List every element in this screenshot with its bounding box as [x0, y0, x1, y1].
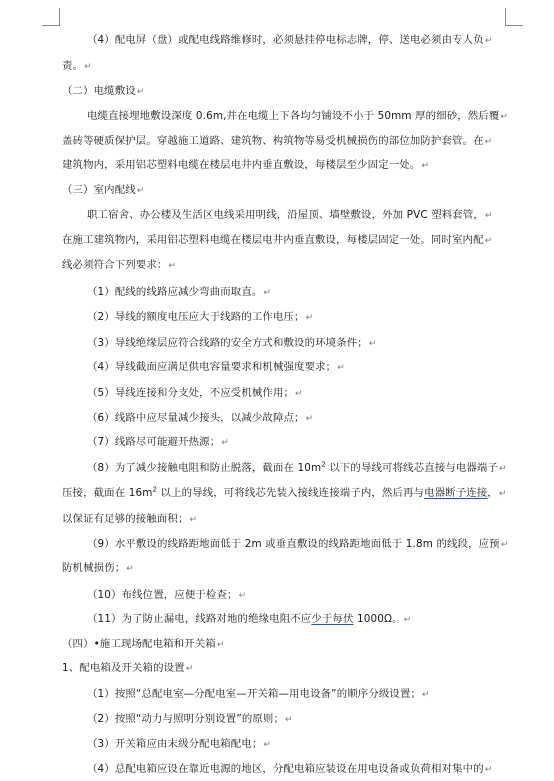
paragraph-mark-icon: ↵ — [136, 186, 145, 196]
text-line — [62, 84, 512, 99]
line-text: 以保证有足够的接触面积； — [62, 513, 189, 525]
line-text: ， — [487, 487, 498, 499]
line-text: （7）线路尽可能避开热源； — [87, 436, 221, 448]
paragraph-mark-icon: ↵ — [238, 591, 247, 601]
line-text: （11）为了防止漏电，线路对地的绝缘电阻不应 — [87, 613, 312, 625]
superscript: 2 — [152, 486, 158, 494]
text-line — [87, 537, 512, 552]
line-text: （2）导线的额度电压应大于线路的工作电压； — [87, 311, 305, 323]
line-text: （1）配线的线路应减少弯曲而取直。 — [87, 286, 263, 298]
text-line — [87, 208, 512, 223]
text-line — [87, 360, 512, 375]
paragraph-mark-icon: ↵ — [484, 36, 493, 46]
text-line — [62, 258, 512, 273]
spellcheck-underline: 电器断子连接 — [424, 487, 488, 499]
line-text: 以上的导线，可将线芯先装入接线连接端子内，然后再与 — [157, 487, 425, 499]
paragraph-mark-icon: ↵ — [168, 261, 177, 271]
paragraph-mark-icon: ↵ — [368, 339, 377, 349]
line-text: 职工宿舍、办公楼及生活区电线采用明线，沿屋顶、墙壁敷设，外加 PVC 塑料套管， — [87, 209, 484, 221]
paragraph-mark-icon: ↵ — [421, 161, 430, 171]
text-line — [87, 588, 512, 603]
line-text: （二）电缆敷设 — [62, 85, 136, 97]
paragraph-mark-icon: ↵ — [305, 414, 314, 424]
line-text: 建筑物内，采用铝芯塑料电缆在楼层电井内垂直敷设，每楼层至少固定一处。 — [62, 159, 421, 171]
line-text: 1000Ω。 — [353, 613, 403, 625]
paragraph-mark-icon: ↵ — [484, 211, 493, 221]
text-line — [87, 33, 512, 48]
paragraph-mark-icon: ↵ — [221, 438, 229, 448]
line-text: （4）导线截面应满足供电容量要求和机械强度要求； — [87, 361, 337, 373]
line-text: （三）室内配线 — [62, 184, 136, 196]
paragraph-mark-icon: ↵ — [185, 664, 194, 674]
crop-mark-top-right — [505, 25, 523, 26]
text-line — [62, 512, 512, 527]
paragraph-mark-icon: ↵ — [484, 236, 493, 246]
line-text: 压接，截面在 16m — [62, 487, 153, 499]
text-line — [62, 59, 512, 74]
text-line — [87, 687, 512, 702]
paragraph-mark-icon: ↵ — [337, 363, 345, 373]
line-text: （8）为了减少接触电阻和防止脱落，截面在 10m — [87, 462, 322, 474]
paragraph-mark-icon: ↵ — [295, 389, 303, 399]
line-text: （10）布线位置，应便于检查； — [87, 589, 238, 601]
paragraph-mark-icon: ↵ — [484, 137, 493, 147]
text-line — [62, 134, 512, 149]
line-text: （6）线路中应尽量减少接头，以减少故障点； — [87, 412, 305, 424]
line-text: （2）按照“动力与照明分别设置”的原则； — [87, 713, 285, 725]
paragraph-mark-icon: ↵ — [484, 765, 493, 775]
line-text: （3）导线绝缘层应符合线路的安全方式和敷设的环境条件； — [87, 337, 368, 349]
paragraph-mark-icon: ↵ — [499, 464, 507, 474]
crop-mark-top-right — [505, 8, 506, 26]
line-text: 以下的导线可将线芯直接与电器端子 — [325, 462, 498, 474]
text-line — [87, 109, 512, 124]
text-line — [87, 762, 512, 777]
line-text: （5）导线连接和分支处，不应受机械作用； — [87, 387, 295, 399]
line-text: 责。 — [62, 60, 84, 72]
text-line — [62, 637, 512, 652]
text-line — [87, 612, 512, 627]
text-line — [62, 561, 512, 576]
paragraph-mark-icon: ↵ — [189, 515, 198, 525]
text-line — [62, 158, 512, 173]
line-text: 线必须符合下列要求： — [62, 259, 168, 271]
text-line — [87, 336, 512, 351]
text-line — [87, 737, 512, 752]
paragraph-mark-icon: ↵ — [500, 540, 509, 550]
line-text: （3）开关箱应由末级分配电箱配电； — [87, 738, 263, 750]
line-text: 在施工建筑物内，采用铝芯塑料电缆在楼层电井内垂直敷设，每楼层固定一处。同时室内配 — [62, 234, 484, 246]
paragraph-mark-icon: ↵ — [136, 87, 145, 97]
text-line — [87, 712, 512, 727]
text-line — [62, 661, 512, 676]
text-line — [87, 461, 512, 476]
line-text: 电缆直接埋地敷设深度 0.6m,并在电缆上下各均匀铺设不小于 50mm 厚的细砂，然后覆 — [87, 110, 500, 122]
text-line — [87, 310, 512, 325]
paragraph-mark-icon: ↵ — [498, 489, 507, 499]
paragraph-mark-icon: ↵ — [500, 112, 509, 122]
line-text: （1）按照“总配电室—分配电室—开关箱—用电设备”的顺序分级设置； — [87, 688, 422, 700]
line-text: 盖砖等硬质保护层。穿越施工道路、建筑物、构筑物等易受机械损伤的部位加防护套管。在 — [62, 135, 484, 147]
paragraph-mark-icon: ↵ — [285, 715, 293, 725]
paragraph-mark-icon: ↵ — [422, 690, 430, 700]
text-line — [62, 486, 512, 501]
paragraph-mark-icon: ↵ — [403, 615, 412, 625]
line-text: （9）水平敷设的线路距地面低于 2m 或垂直敷设的线路距地面低于 1.8m 的线段，应预 — [87, 538, 500, 550]
text-line — [87, 411, 512, 426]
line-text: （四）•施工现场配电箱和开关箱 — [62, 638, 216, 650]
superscript: 2 — [321, 461, 326, 469]
paragraph-mark-icon: ↵ — [305, 313, 314, 323]
text-line — [62, 183, 512, 198]
paragraph-mark-icon: ↵ — [126, 564, 134, 574]
spellcheck-underline: 少于每伏 — [311, 613, 354, 625]
text-line — [87, 285, 512, 300]
text-line — [87, 435, 512, 450]
line-text: 防机械损伤； — [62, 562, 126, 574]
paragraph-mark-icon: ↵ — [84, 62, 92, 72]
text-line — [62, 233, 512, 248]
line-text: 1、配电箱及开关箱的设置 — [62, 662, 185, 674]
text-line — [87, 386, 512, 401]
line-text: （4）配电屏（盘）或配电线路维修时，必须悬挂停电标志牌，停、送电必须由专人负 — [87, 34, 484, 46]
paragraph-mark-icon: ↵ — [263, 288, 272, 298]
line-text: （4）总配电箱应设在靠近电源的地区，分配电箱应装设在用电设备或负荷相对集中的 — [87, 763, 484, 775]
crop-mark-top-left — [42, 25, 60, 26]
paragraph-mark-icon: ↵ — [263, 740, 272, 750]
crop-mark-top-left — [59, 8, 60, 26]
paragraph-mark-icon: ↵ — [216, 640, 225, 650]
